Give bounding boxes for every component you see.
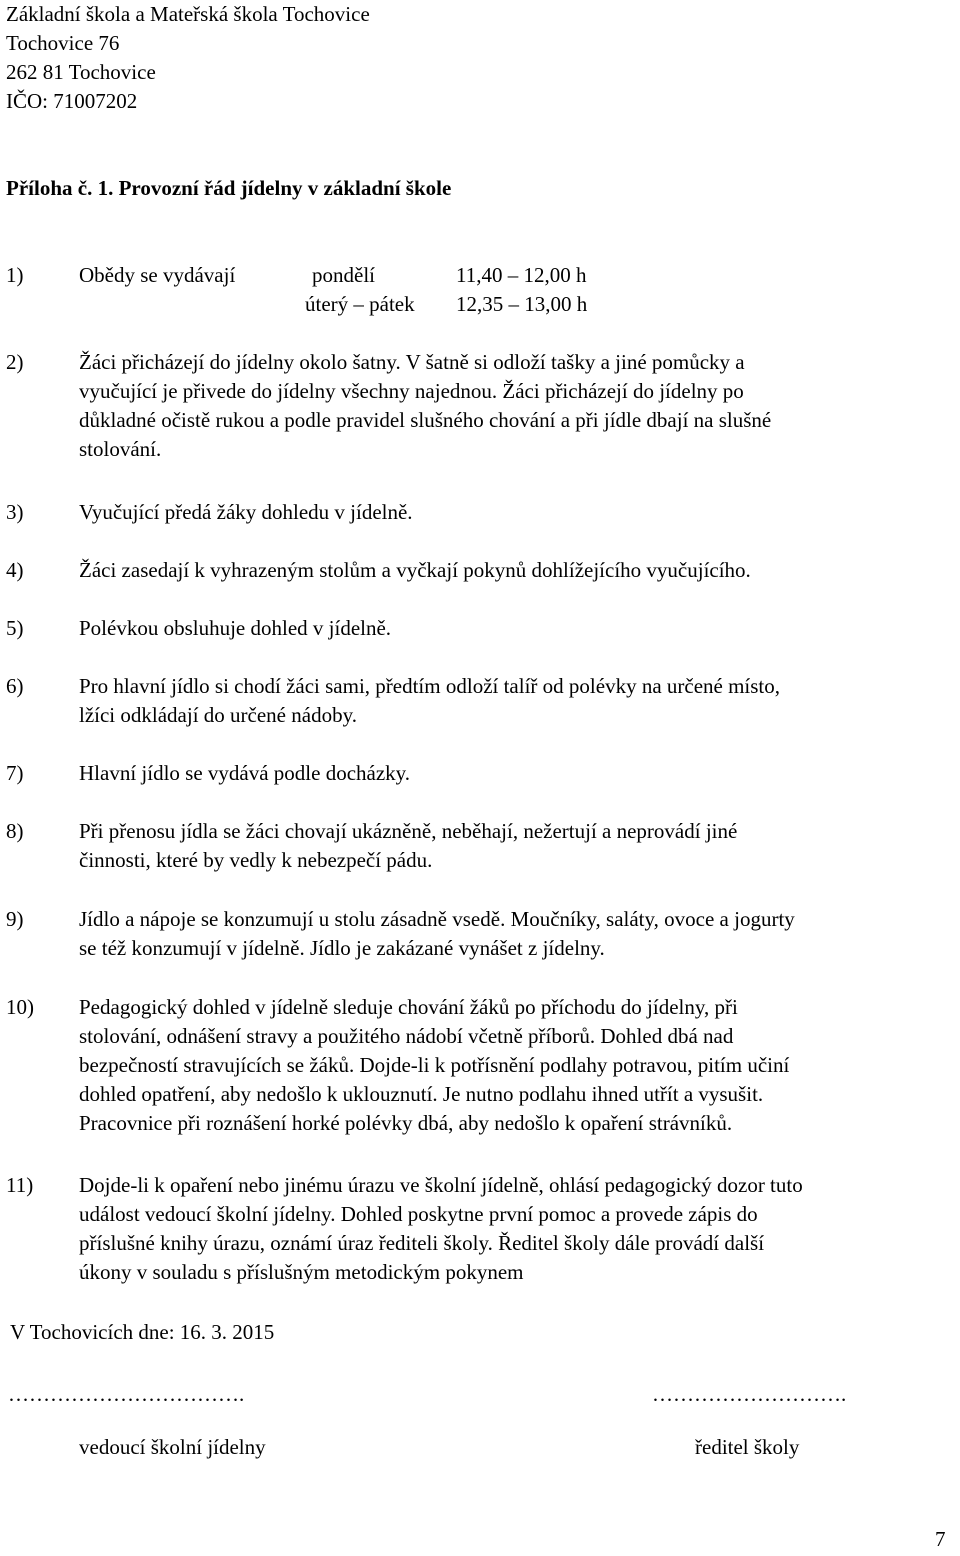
item-line: Žáci přicházejí do jídelny okolo šatny. V šatně si odloží tašky a jiné pomůcky a [79,350,745,374]
item-number: 6) [6,674,24,698]
signature-label-right: ředitel školy [695,1435,800,1459]
item-number: 5) [6,616,24,640]
item-text [79,817,737,875]
school-header [6,0,370,116]
signature-label-left: vedoucí školní jídelny [79,1435,266,1459]
item-line: Jídlo a nápoje se konzumují u stolu zásadně vsedě. Moučníky, saláty, ovoce a jogurty [79,907,795,931]
item-line: Pro hlavní jídlo si chodí žáci sami, předtím odloží talíř od polévky na určené místo, [79,674,781,698]
item-number: 7) [6,761,24,785]
item-number: 10) [6,995,34,1019]
schedule-intro: Obědy se vydávají [79,263,236,287]
signature-dots-right: ………………………. [652,1382,847,1406]
page-number: 7 [935,1527,946,1551]
item-number: 4) [6,558,24,582]
schedule-time: 12,35 – 13,00 h [456,292,588,316]
document-title: Příloha č. 1. Provozní řád jídelny v základní škole [6,176,452,200]
schedule-time: 11,40 – 12,00 h [456,263,587,287]
item-number: 8) [6,819,24,843]
item-text [79,672,780,730]
item-line: úkony v souladu s příslušným metodickým pokynem [79,1260,524,1284]
item-text [79,348,771,464]
item-text [79,556,751,585]
item-text [79,905,795,963]
item-number: 11) [6,1173,34,1197]
item-line: Pracovnice při roznášení horké polévky dbá, aby nedošlo k opaření strávníků. [79,1111,733,1135]
header-line: Tochovice 76 [6,31,120,55]
item-line: vyučující je přivede do jídelny všechny najednou. Žáci přicházejí do jídelny po [79,379,744,403]
schedule-days: pondělí [312,263,375,287]
item-line: stolování, odnášení stravy a použitého nádobí včetně příborů. Dohled dbá nad [79,1024,734,1048]
header-line: 262 81 Tochovice [6,60,156,84]
item-number: 3) [6,500,24,524]
item-number: 2) [6,350,24,374]
item-number: 1) [6,263,24,287]
item-line: Vyučující předá žáky dohledu v jídelně. [79,500,413,524]
item-line: Polévkou obsluhuje dohled v jídelně. [79,616,392,640]
item-line: Pedagogický dohled v jídelně sleduje chování žáků po příchodu do jídelny, při [79,995,738,1019]
item-line: Hlavní jídlo se vydává podle docházky. [79,761,411,785]
header-line: Základní škola a Mateřská škola Tochovice [6,2,370,26]
signature-dots-left: ……………………………. [8,1382,245,1406]
item-line: příslušné knihy úrazu, oznámí úraz řediteli školy. Ředitel školy dále provádí další [79,1231,765,1255]
item-text [79,993,789,1138]
item-line: Žáci zasedají k vyhrazeným stolům a vyčkají pokynů dohlížejícího vyučujícího. [79,558,751,582]
item-text [79,759,410,788]
item-number: 9) [6,907,24,931]
date-line: V Tochovicích dne: 16. 3. 2015 [10,1320,275,1344]
item-line: lžíci odkládají do určené nádoby. [79,703,357,727]
schedule-days: úterý – pátek [305,292,415,316]
list-item-1 [0,261,960,321]
item-line: bezpečností stravujících se žáků. Dojde-li k potřísnění podlahy potravou, pitím učiní [79,1053,790,1077]
item-line: událost vedoucí školní jídelny. Dohled poskytne první pomoc a provede zápis do [79,1202,758,1226]
item-line: Při přenosu jídla se žáci chovají ukázněně, neběhají, nežertují a neprovádí jiné [79,819,738,843]
item-text [79,614,391,643]
item-line: důkladné očistě rukou a podle pravidel slušného chování a při jídle dbají na slušné [79,408,772,432]
item-line: dohled opatření, aby nedošlo k uklouznutí. Je nutno podlahu ihned utřít a vysušit. [79,1082,764,1106]
item-line: činnosti, které by vedly k nebezpečí pádu. [79,848,433,872]
item-line: stolování. [79,437,162,461]
item-line: Dojde-li k opaření nebo jinému úrazu ve školní jídelně, ohlásí pedagogický dozor tuto [79,1173,803,1197]
item-line: se též konzumují v jídelně. Jídlo je zakázané vynášet z jídelny. [79,936,605,960]
header-line: IČO: 71007202 [6,89,138,113]
item-text [79,1171,803,1287]
item-text [79,498,413,527]
